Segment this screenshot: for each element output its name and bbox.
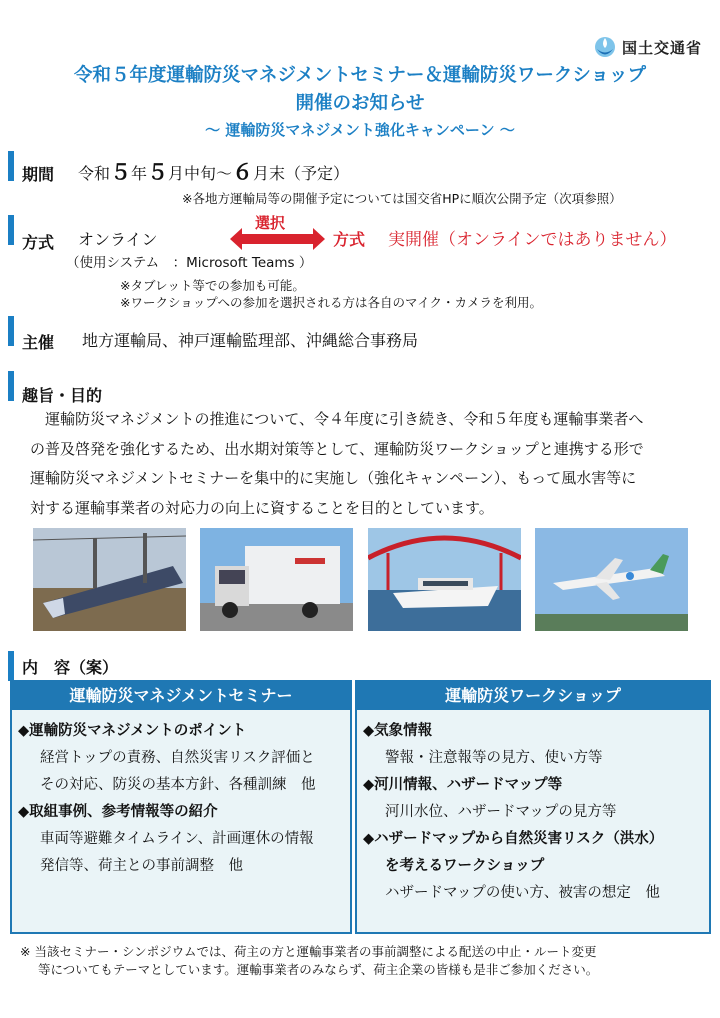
seminar-bullet-2: ◆取組事例、参考情報等の紹介 <box>18 804 218 820</box>
workshop-title: 運輸防災ワークショップ <box>357 682 709 710</box>
section-bar <box>8 651 14 681</box>
period-month-start: ５ <box>147 160 169 184</box>
method-system: （使用システム ：Microsoft Teams ） <box>66 255 313 271</box>
section-bar <box>8 151 14 181</box>
method-note1: ※タブレット等での参加も可能。 <box>120 278 305 293</box>
period-year: ５ <box>110 160 132 184</box>
alt-method-value: 実開催（オンラインではありません） <box>388 230 677 250</box>
host-label: 主催 <box>22 333 55 352</box>
period-note: ※各地方運輸局等の開催予定については国交省HPに順次公開予定（次項参照） <box>182 191 622 206</box>
page-title: 令和５年度運輸防災マネジメントセミナー＆運輸防災ワークショップ <box>73 65 647 86</box>
method-label: 方式 <box>22 233 55 252</box>
method-value: オンライン <box>78 230 158 249</box>
seminar-title: 運輸防災マネジメントセミナー <box>12 682 350 710</box>
host-value: 地方運輸局、神戸運輸監理部、沖縄総合事務局 <box>82 331 419 350</box>
ship-photo <box>368 528 521 631</box>
train-photo <box>33 528 186 631</box>
period-mid2: 月中旬～ <box>168 164 233 183</box>
mlit-logo-icon <box>594 36 616 58</box>
seminar-detail: 発信等、荷主との事前調整 他 <box>40 858 243 874</box>
alt-method-label: 方式 <box>333 230 366 249</box>
workshop-box <box>355 680 711 934</box>
logo-text: 国土交通省 <box>621 38 702 57</box>
workshop-bullet-3: ◆ハザードマップから自然災害リスク（洪水） <box>363 831 664 847</box>
page-title-line2: 開催のお知らせ <box>295 93 425 114</box>
title-block <box>0 62 720 142</box>
period-month-end: ６ <box>232 160 254 184</box>
mlit-logo <box>594 36 702 58</box>
seminar-box <box>10 680 352 934</box>
workshop-detail: 警報・注意報等の見方、使い方等 <box>385 750 603 766</box>
workshop-detail: ハザードマップの使い方、被害の想定 他 <box>385 885 660 901</box>
workshop-detail: 河川水位、ハザードマップの見方等 <box>385 804 617 820</box>
footnote-line: 等についてもテーマとしています。運輸事業者のみならず、荷主企業の皆様も是非ご参加ください。 <box>38 962 599 977</box>
photo-row <box>33 528 688 631</box>
workshop-bullet-1: ◆気象情報 <box>363 723 433 739</box>
purpose-line: の普及啓発を強化するため、出水期対策等として、運輸防災ワークショップと連携する形で <box>30 439 644 458</box>
purpose-line: 対する運輸事業者の対応力の向上に資することを目的としています。 <box>30 498 494 517</box>
select-label: 選択 <box>255 214 286 232</box>
section-bar <box>8 371 14 401</box>
period-mid1: 年 <box>131 164 148 183</box>
footnote <box>20 943 710 979</box>
double-arrow-icon <box>230 228 325 250</box>
seminar-body <box>12 710 350 880</box>
seminar-bullet-1: ◆運輸防災マネジメントのポイント <box>18 723 247 739</box>
purpose-text <box>30 405 700 523</box>
purpose-label: 趣旨・目的 <box>22 386 103 405</box>
workshop-body <box>357 710 709 907</box>
section-bar <box>8 316 14 346</box>
page-subtitle: ～ 運輸防災マネジメント強化キャンペーン ～ <box>205 121 515 139</box>
seminar-detail: 経営トップの責務、自然災害リスク評価と <box>40 750 315 766</box>
period-pre: 令和 <box>78 164 111 183</box>
method-note2: ※ワークショップへの参加を選択される方は各自のマイク・カメラを利用。 <box>120 295 542 310</box>
contents-label: 内 容（案） <box>22 658 119 677</box>
workshop-bullet-2: ◆河川情報、ハザードマップ等 <box>363 777 563 793</box>
seminar-detail: 車両等避難タイムライン、計画運休の情報 <box>40 831 314 847</box>
section-bar <box>8 215 14 245</box>
period-value <box>78 156 349 186</box>
period-label: 期間 <box>22 165 55 184</box>
footnote-line: ※ 当該セミナー・シンポジウムでは、荷主の方と運輸事業者の事前調整による配送の中止・ルート変更 <box>20 944 597 959</box>
truck-photo <box>200 528 353 631</box>
purpose-line: 運輸防災マネジメントセミナーを集中的に実施し（強化キャンペーン）、もって風水害等に <box>30 469 637 487</box>
airplane-photo <box>535 528 688 631</box>
purpose-line: 運輸防災マネジメントの推進について、令４年度に引き続き、令和５年度も運輸事業者へ <box>30 410 644 428</box>
workshop-bullet-3-cont: を考えるワークショップ <box>385 858 545 874</box>
period-post: 月末（予定） <box>253 164 350 183</box>
seminar-detail: その対応、防災の基本方針、各種訓練 他 <box>40 777 316 793</box>
